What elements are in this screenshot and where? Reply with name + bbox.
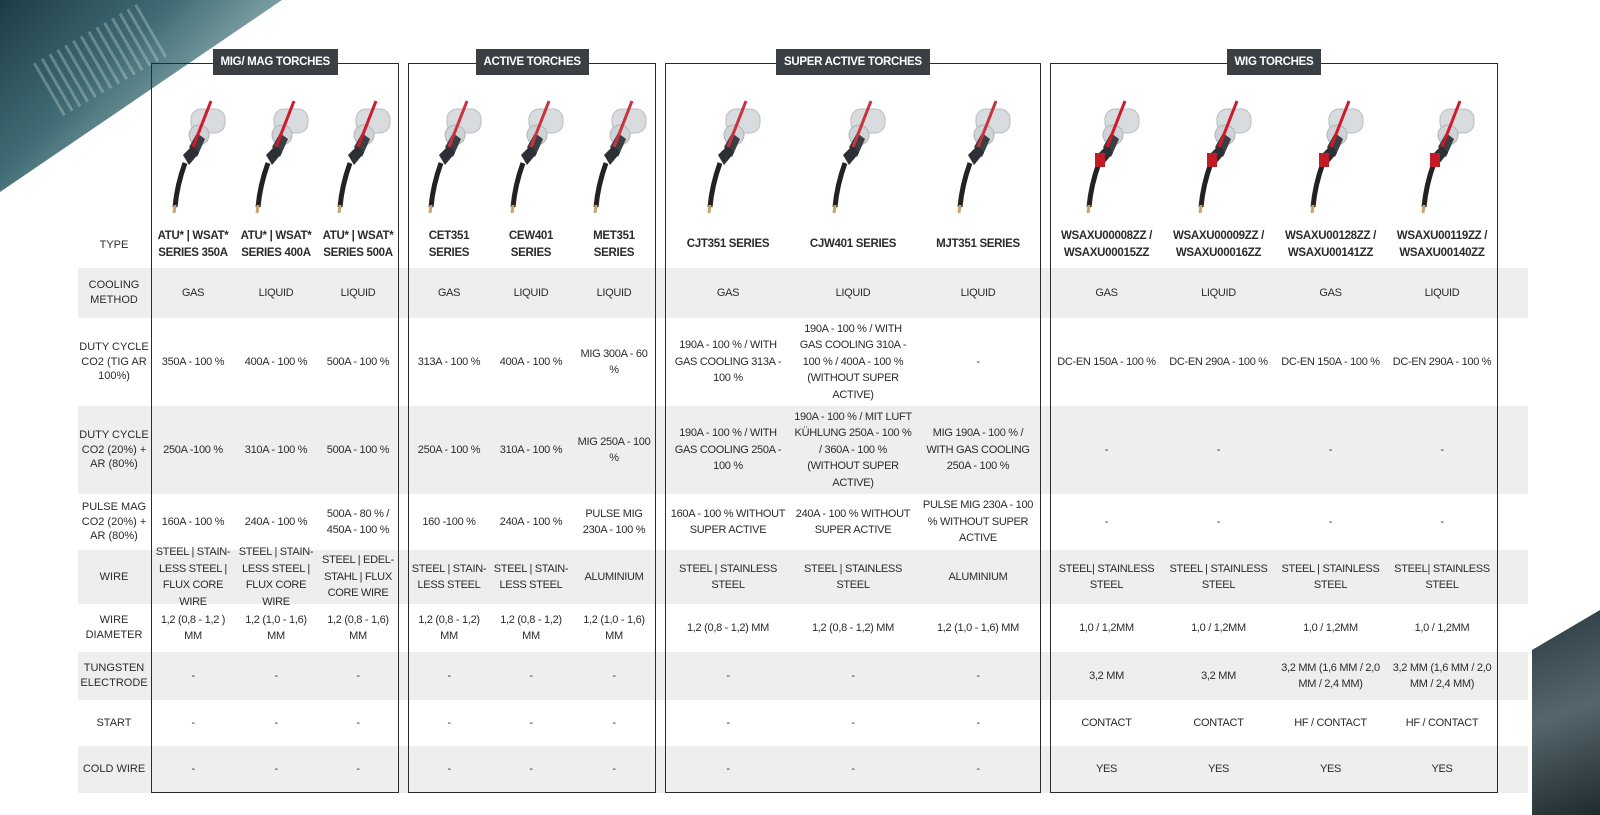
torch-type: ATU* | WSAT* SERIES 350A [157, 229, 229, 259]
spec-cell: - [356, 669, 360, 682]
group-title: SUPER ACTIVE TORCHES [776, 49, 930, 75]
spec-cell: - [726, 669, 730, 682]
row-label: DUTY CYCLE CO2 (20%) + AR (80%) [79, 428, 149, 471]
spec-cell: YES [1431, 763, 1453, 776]
spec-cell: 310A - 100 % [499, 443, 563, 456]
active-torch-icon [491, 95, 571, 222]
spec-cell: STEEL | EDEL- STAHL | FLUX CORE WIRE [322, 554, 394, 600]
spec-cell: - [1104, 443, 1109, 456]
wig-torch-icon [1179, 95, 1259, 222]
spec-cell: - [1328, 515, 1333, 528]
spec-cell: 1,2 (0,8 - 1,2) MM [811, 621, 894, 634]
spec-cell: - [1104, 515, 1109, 528]
spec-cell: 250A -100 % [163, 443, 223, 456]
spec-cell: - [447, 669, 451, 682]
spec-cell: 400A - 100 % [499, 355, 563, 368]
spec-cell: YES [1095, 763, 1118, 776]
row-label: TYPE [99, 238, 129, 251]
spec-cell: 160A - 100 % WITHOUT SUPER ACTIVE [670, 507, 786, 536]
row-label: WIRE [99, 570, 129, 583]
decorative-photo-bottom-right [1532, 610, 1600, 815]
spec-cell: - [851, 716, 855, 729]
spec-cell: - [356, 716, 360, 729]
spec-cell: MIG 250A - 100 % [577, 435, 651, 464]
group-title: WIG TORCHES [1227, 49, 1322, 75]
spec-cell: 313A - 100 % [417, 355, 481, 368]
spec-cell: - [447, 763, 451, 776]
spec-cell: 1,2 (1,0 - 1,6) MM [245, 613, 307, 642]
torch-type: WSAXU00009ZZ / WSAXU00016ZZ [1172, 229, 1265, 259]
group-title: ACTIVE TORCHES [476, 49, 589, 75]
spec-cell: - [529, 716, 533, 729]
torch-type: MJT351 SERIES [936, 238, 1020, 251]
spec-cell: DC-EN 290A - 100 % [1169, 355, 1268, 368]
spec-cell: - [976, 763, 980, 776]
torch-type: ATU* | WSAT* SERIES 400A [240, 229, 312, 259]
spec-cell: - [851, 763, 855, 776]
spec-cell: - [976, 716, 980, 729]
spec-cell: - [529, 669, 533, 682]
row-label: START [96, 716, 132, 729]
mig-torch-icon [318, 95, 398, 222]
spec-cell: - [726, 716, 730, 729]
wig-torch-icon [1291, 95, 1371, 222]
spec-cell: 1,2 (1,0 - 1,6) MM [583, 613, 645, 642]
torch-type: ATU* | WSAT* SERIES 500A [322, 229, 394, 259]
spec-cell: 1,2 (0,8 - 1,2) MM [686, 621, 769, 634]
spec-cell: CONTACT [1193, 716, 1244, 729]
spec-cell: - [1328, 443, 1333, 456]
spec-cell: - [274, 669, 278, 682]
spec-cell: - [612, 763, 616, 776]
super-active-torch-icon [938, 95, 1018, 222]
spec-cell: - [529, 763, 533, 776]
torch-type: WSAXU00128ZZ / WSAXU00141ZZ [1284, 229, 1377, 259]
spec-cell: 250A - 100 % [417, 443, 481, 456]
spec-cell: STEEL | STAIN- LESS STEEL [411, 562, 487, 591]
spec-cell: STEEL | STAINLESS STEEL [678, 562, 777, 591]
spec-cell: 160A - 100 % [161, 515, 225, 528]
spec-cell: DC-EN 150A - 100 % [1281, 355, 1380, 368]
spec-cell: 190A - 100 % / WITH GAS COOLING 313A - 100 % [674, 339, 782, 385]
spec-cell: CONTACT [1081, 716, 1132, 729]
torch-type: CJW401 SERIES [809, 238, 897, 251]
spec-cell: STEEL| STAINLESS STEEL [1058, 562, 1155, 591]
spec-cell: GAS [1095, 286, 1118, 299]
active-torch-icon [409, 95, 489, 222]
spec-cell: MIG 190A - 100 % / WITH GAS COOLING 250A - 100 % [926, 427, 1030, 473]
spec-cell: HF / CONTACT [1294, 716, 1367, 729]
spec-cell: STEEL | STAINLESS STEEL [1281, 562, 1380, 591]
spec-cell: LIQUID [960, 286, 996, 299]
spec-cell: - [612, 716, 616, 729]
spec-cell: 240A - 100 % [499, 515, 563, 528]
spec-cell: - [1440, 443, 1444, 456]
spec-cell: 3,2 MM [1201, 669, 1236, 682]
spec-cell: 3,2 MM [1089, 669, 1124, 682]
spec-cell: - [191, 763, 195, 776]
spec-cell: - [1440, 515, 1444, 528]
spec-cell: 1,0 / 1,2MM [1079, 621, 1134, 634]
row-label: TUNGSTEN ELECTRODE [80, 662, 148, 689]
spec-cell: DC-EN 290A - 100 % [1392, 355, 1492, 368]
spec-cell: - [851, 669, 855, 682]
spec-cell: LIQUID [258, 286, 294, 299]
spec-cell: 1,0 / 1,2MM [1303, 621, 1358, 634]
spec-cell: - [726, 763, 730, 776]
spec-cell: STEEL | STAINLESS STEEL [803, 562, 902, 591]
spec-cell: 3,2 MM (1,6 MM / 2,0 MM / 2,4 MM) [1392, 661, 1492, 690]
spec-cell: 1,2 (0,8 - 1,2 ) MM [160, 613, 226, 642]
spec-cell: PULSE MIG 230A - 100 % [582, 507, 646, 536]
spec-cell: 500A - 100 % [326, 443, 390, 456]
spec-cell: STEEL | STAIN- LESS STEEL | FLUX CORE WIRE [238, 546, 314, 608]
spec-cell: MIG 300A - 60 % [580, 347, 648, 376]
spec-cell: LIQUID [1424, 286, 1460, 299]
spec-cell: GAS [1319, 286, 1342, 299]
torch-type: MET351 SERIES [593, 229, 635, 259]
spec-cell: - [191, 716, 195, 729]
torch-type: CEW401 SERIES [508, 229, 554, 259]
spec-cell: GAS [181, 286, 205, 299]
spec-cell: PULSE MIG 230A - 100 % WITHOUT SUPER ACTIVE [922, 499, 1034, 545]
spec-cell: 190A - 100 % / MIT LUFT KÜHLUNG 250A - 100 % / 360A - 100 % (WITHOUT SUPER ACTIVE) [794, 410, 912, 489]
spec-cell: 190A - 100 % / WITH GAS COOLING 250A - 100 % [674, 427, 782, 473]
spec-cell: GAS [437, 286, 461, 299]
spec-cell: 500A - 80 % / 450A - 100 % [326, 507, 390, 536]
spec-cell: 500A - 100 % [326, 355, 390, 368]
spec-cell: LIQUID [835, 286, 871, 299]
spec-cell: GAS [716, 286, 740, 299]
spec-cell: 240A - 100 % [244, 515, 308, 528]
spec-cell: - [274, 763, 278, 776]
spec-cell: STEEL | STAIN- LESS STEEL [493, 562, 569, 591]
super-active-torch-icon [688, 95, 768, 222]
super-active-torch-icon [813, 95, 893, 222]
row-label: COOLING METHOD [88, 279, 140, 306]
spec-cell: 1,0 / 1,2MM [1414, 621, 1470, 634]
torch-type: CJT351 SERIES [686, 238, 770, 251]
row-label: WIRE DIAMETER [85, 614, 143, 641]
wig-torch-icon [1402, 95, 1482, 222]
spec-cell: - [1216, 443, 1221, 456]
spec-cell: ALUMINIUM [584, 570, 644, 583]
active-torch-icon [574, 95, 654, 222]
spec-cell: YES [1207, 763, 1230, 776]
row-label: DUTY CYCLE CO2 (TIG AR 100%) [79, 340, 149, 383]
spec-cell: 1,2 (0,8 - 1,2) MM [500, 613, 562, 642]
torch-type: WSAXU00008ZZ / WSAXU00015ZZ [1060, 229, 1153, 259]
spec-cell: - [356, 763, 360, 776]
row-label: COLD WIRE [82, 763, 146, 776]
spec-cell: 240A - 100 % WITHOUT SUPER ACTIVE [795, 507, 911, 536]
spec-cell: STEEL | STAINLESS STEEL [1169, 562, 1268, 591]
spec-cell: - [976, 355, 980, 368]
spec-cell: 400A - 100 % [244, 355, 308, 368]
row-label: PULSE MAG CO2 (20%) + AR (80%) [81, 500, 147, 543]
spec-cell: LIQUID [340, 286, 376, 299]
spec-cell: 160 -100 % [422, 515, 476, 528]
spec-cell: 1,2 (0,8 - 1,2) MM [418, 613, 480, 642]
spec-cell: STEEL| STAINLESS STEEL [1394, 562, 1490, 591]
spec-cell: 190A - 100 % / WITH GAS COOLING 310A - 100 % / 400A - 100 % (WITHOUT SUPER ACTIVE) [799, 322, 907, 401]
mig-torch-icon [236, 95, 316, 222]
spec-cell: 1,0 / 1,2MM [1191, 621, 1246, 634]
spec-cell: STEEL | STAIN- LESS STEEL | FLUX CORE WIRE [155, 546, 231, 608]
spec-cell: 350A - 100 % [161, 355, 225, 368]
spec-cell: - [612, 669, 616, 682]
group-title: MIG/ MAG TORCHES [213, 49, 338, 75]
spec-cell: - [274, 716, 278, 729]
spec-cell: ALUMINIUM [948, 570, 1008, 583]
mig-torch-icon [153, 95, 233, 222]
spec-cell: 1,2 (0,8 - 1,6) MM [327, 613, 389, 642]
spec-cell: LIQUID [596, 286, 632, 299]
spec-cell: 3,2 MM (1,6 MM / 2,0 MM / 2,4 MM) [1281, 661, 1380, 690]
torch-type: WSAXU00119ZZ / WSAXU00140ZZ [1396, 229, 1488, 259]
spec-cell: YES [1319, 763, 1342, 776]
spec-cell: - [1216, 515, 1221, 528]
spec-cell: HF / CONTACT [1405, 716, 1479, 729]
spec-cell: - [191, 669, 195, 682]
spec-cell: LIQUID [1201, 286, 1236, 299]
spec-cell: LIQUID [513, 286, 549, 299]
spec-cell: DC-EN 150A - 100 % [1057, 355, 1156, 368]
torch-type: CET351 SERIES [428, 229, 470, 259]
spec-cell: - [976, 669, 980, 682]
spec-cell: 310A - 100 % [244, 443, 308, 456]
wig-torch-icon [1067, 95, 1147, 222]
spec-cell: 1,2 (1,0 - 1,6) MM [936, 621, 1019, 634]
spec-cell: - [447, 716, 451, 729]
